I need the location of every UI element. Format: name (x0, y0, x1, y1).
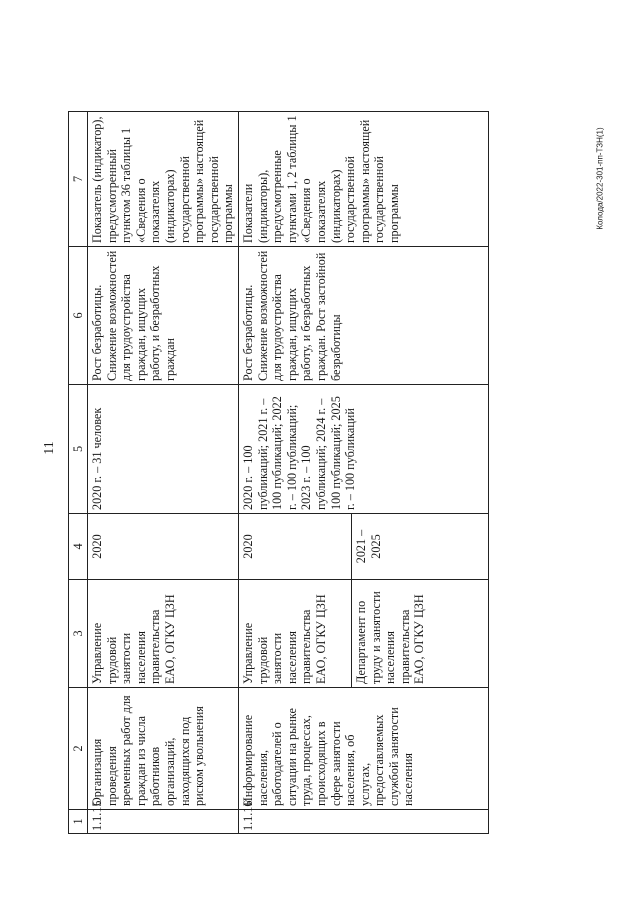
table-row (88, 112, 239, 834)
expected-result-cell: 2020 г. – 31 человек (88, 385, 239, 514)
executor-cell: Управление трудовой занятости населения правительства ЕАО, ОГКУ ЦЗН (238, 580, 351, 688)
table-container (68, 112, 467, 834)
measure-name-cell: Организация проведения временных работ для граждан из числа работников организаций, находящихся под риском увольнения (88, 688, 239, 810)
column-header-3: 3 (69, 580, 88, 688)
measures-table (68, 111, 489, 834)
executor-cell-2: Департамент по труду и занятости населения правительства ЕАО, ОГКУ ЦЗН (351, 580, 488, 688)
period-cell-2: 2021 – 2025 (351, 514, 488, 580)
column-header-1: 1 (69, 810, 88, 834)
indicator-link-cell: Показатели (индикаторы), предусмотренные пунктами 1, 2 таблицы 1 «Сведения о показателях (индикаторах) государственной программы» настоящей государственной программы (238, 112, 488, 247)
column-header-4: 4 (69, 514, 88, 580)
consequence-cell: Рост безработицы. Снижение возможностей для трудоустройства граждан, ищущих работу, и безработных граждан (88, 247, 239, 385)
page-number: 11 (42, 441, 57, 455)
expected-result-cell: 2020 г. – 100 публикаций; 2021 г. – 100 публикаций; 2022 г. – 100 публикаций; 2023 г. – 100 публикаций; 2024 г. – 100 публикаций; 2025 г. – 100 публикаций (238, 385, 488, 514)
rotated-table-frame (68, 112, 467, 834)
table-row (238, 112, 351, 834)
document-code (595, 127, 605, 230)
executor-cell: Управление трудовой занятости населения правительства ЕАО, ОГКУ ЦЗН (88, 580, 239, 688)
row-number-cell: 1.1.15 (88, 810, 239, 834)
row-number-cell: 1.1.16 (238, 810, 488, 834)
column-header-5: 5 (69, 385, 88, 514)
column-header-6: 6 (69, 247, 88, 385)
column-header-7: 7 (69, 112, 88, 247)
consequence-cell: Рост безработицы. Снижение возможностей для трудоустройства граждан, ищущих работу, и безработных граждан. Рост застойной безработицы (238, 247, 488, 385)
period-cell: 2020 (88, 514, 239, 580)
measure-name-cell: Информирование населения, работодателей о ситуации на рынке труда, процессах, происходящих в сфере занятости населения, об услугах, предоставляемых службой занятости населения (238, 688, 488, 810)
table-header-row (69, 112, 88, 834)
period-cell: 2020 (238, 514, 351, 580)
column-header-2: 2 (69, 688, 88, 810)
indicator-link-cell: Показатель (индикатор), предусмотренный пунктом 36 таблицы 1 «Сведения о показателях (индикаторах) государственной программы» настоящей государственной программы (88, 112, 239, 247)
document-code-text: Колода/2022-301-пп-ТЗН(1) (595, 127, 605, 230)
